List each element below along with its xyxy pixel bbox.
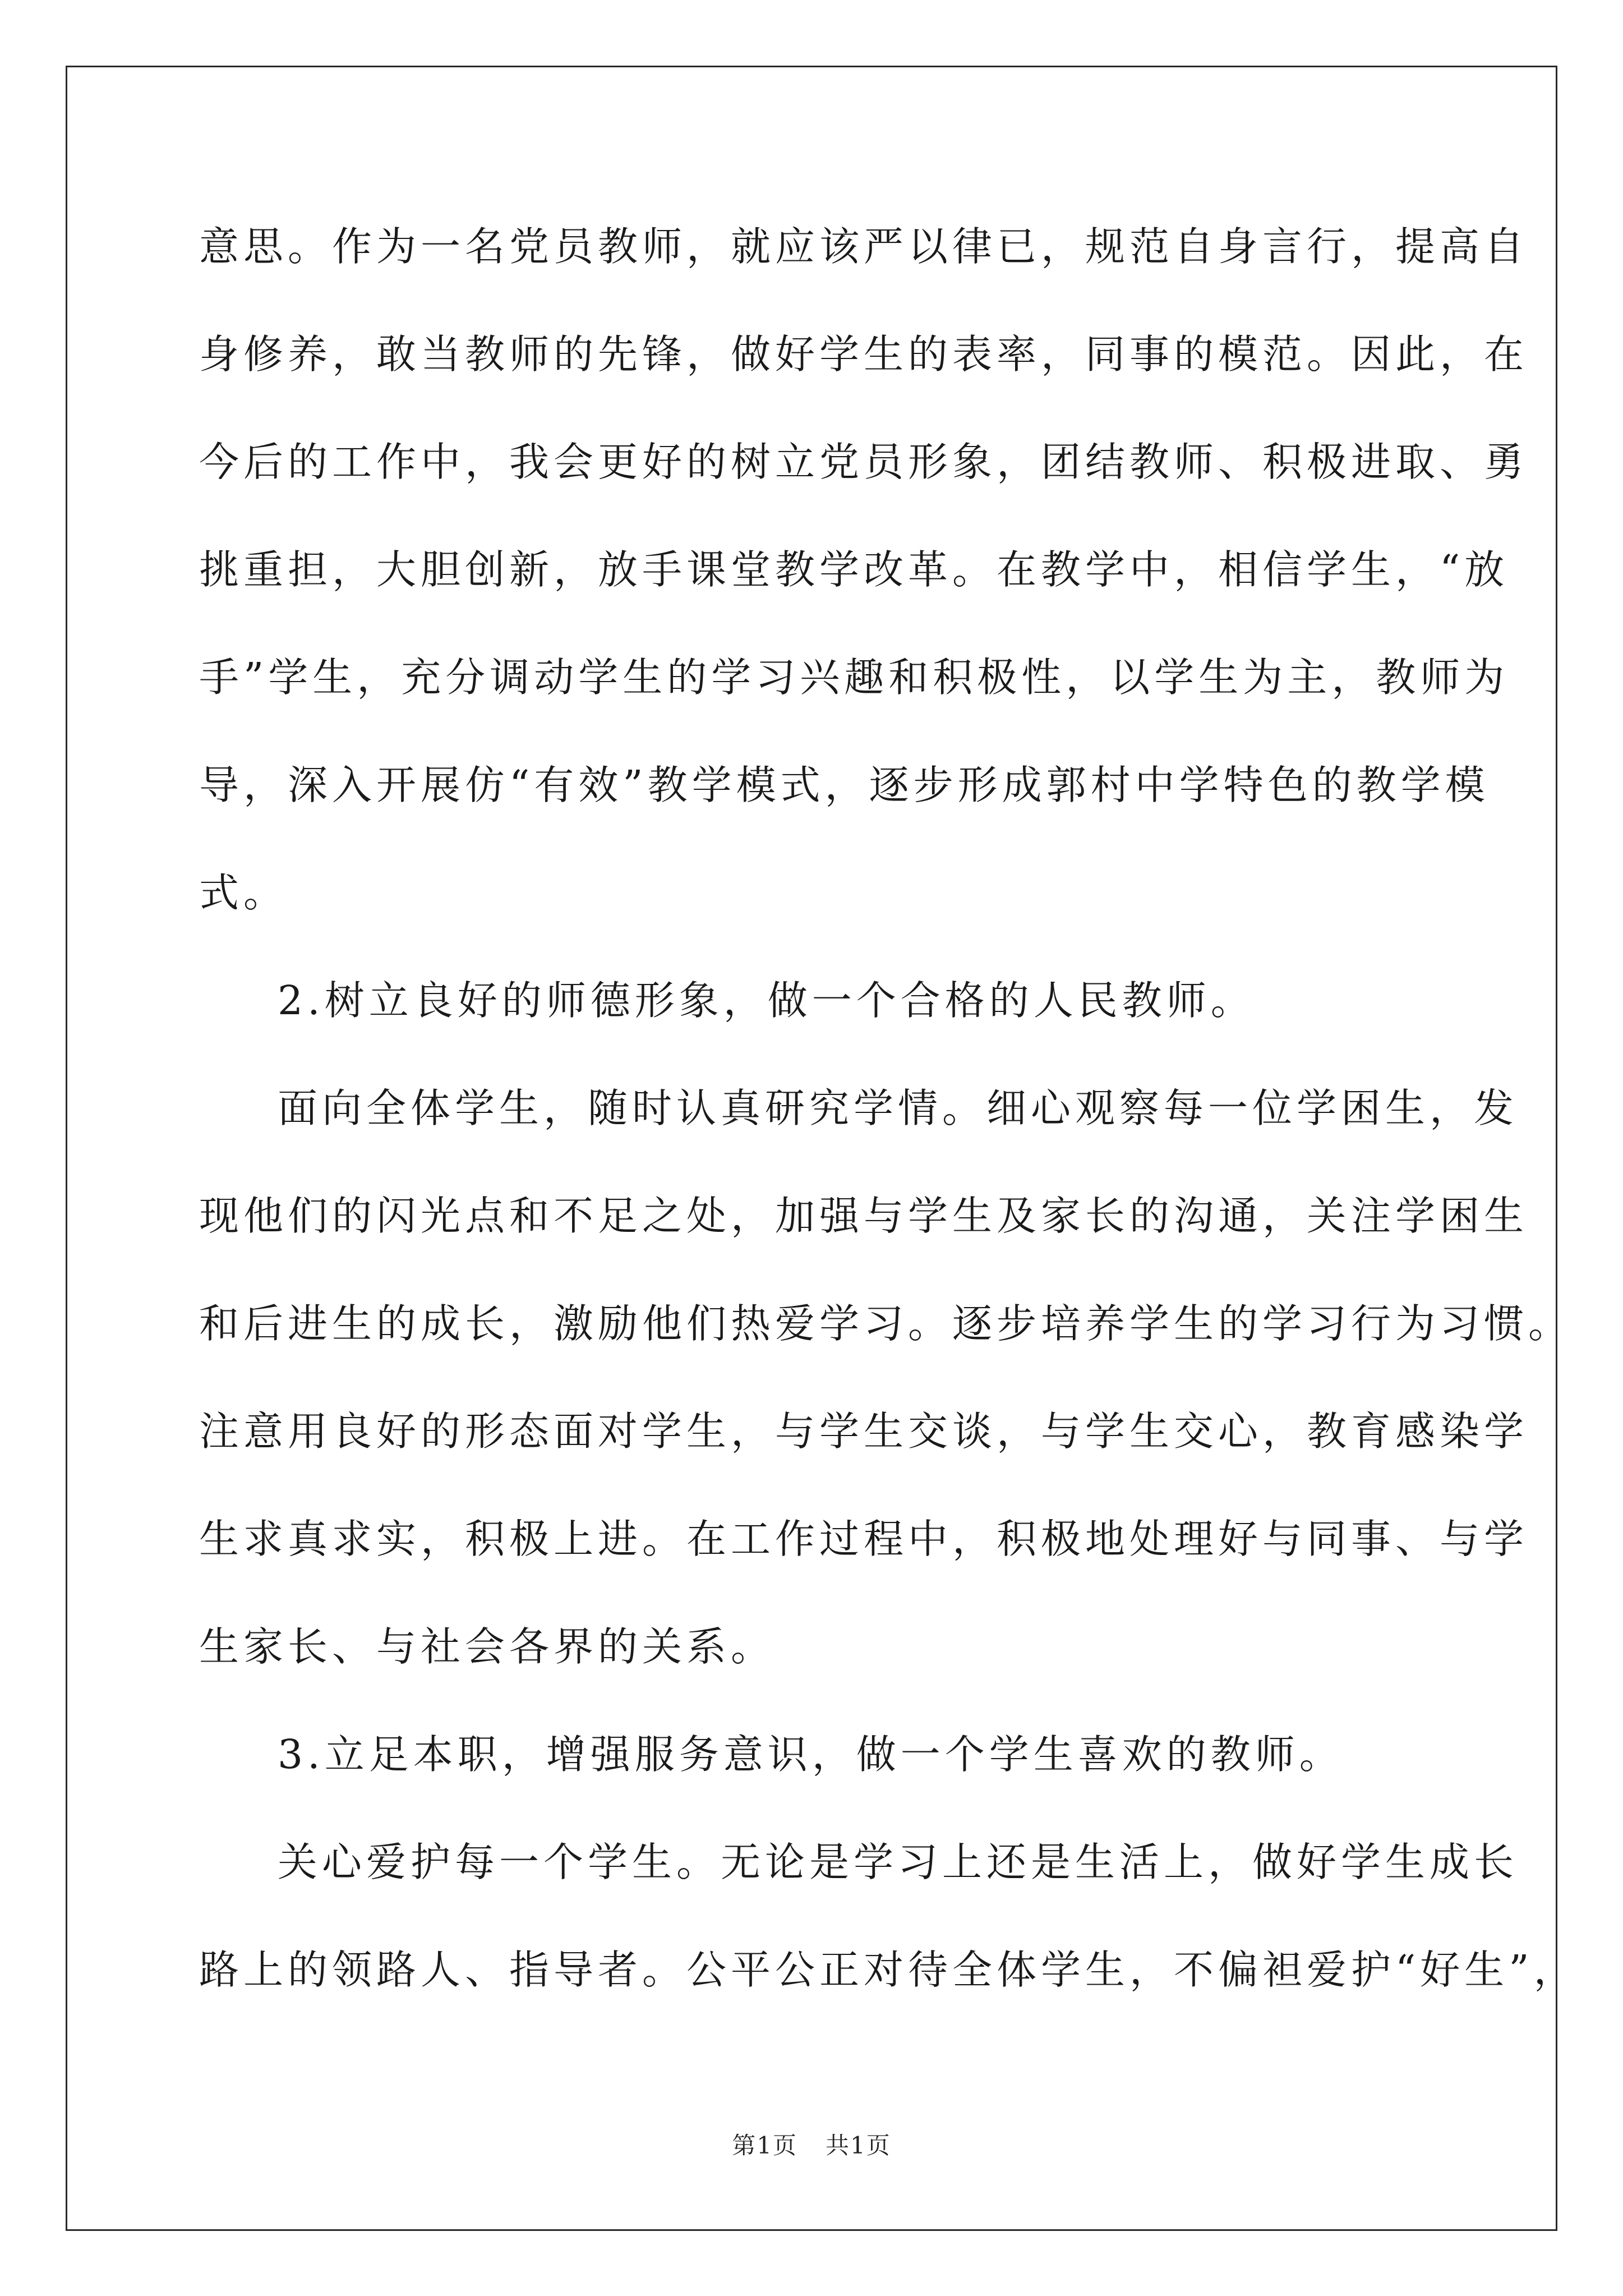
- text-line: 关心爱护每一个学生。无论是学习上还是生活上，做好学生成长: [278, 1839, 1519, 1885]
- section-heading: 3.立足本职，增强服务意识，做一个学生喜欢的教师。: [278, 1731, 1344, 1778]
- text-line: 现他们的闪光点和不足之处，加强与学生及家长的沟通，关注学困生: [199, 1193, 1529, 1239]
- page-number-current: 第1页: [732, 2132, 797, 2159]
- text-line: 路上的领路人、指导者。公平公正对待全体学生，不偏袒爱护“好生”，: [199, 1947, 1578, 1993]
- page-border: [66, 66, 1557, 2231]
- section-heading: 2.树立良好的师德形象，做一个合格的人民教师。: [278, 977, 1255, 1024]
- text-line: 今后的工作中，我会更好的树立党员形象，团结教师、积极进取、勇: [199, 439, 1529, 485]
- text-line: 生家长、与社会各界的关系。: [199, 1623, 776, 1670]
- text-line: 意思。作为一名党员教师，就应该严以律已，规范自身言行，提高自: [199, 223, 1529, 270]
- text-line: 手”学生，充分调动学生的学习兴趣和积极性，以学生为主，教师为: [199, 654, 1509, 701]
- text-line: 注意用良好的形态面对学生，与学生交谈，与学生交心，教育感染学: [199, 1408, 1529, 1455]
- text-line: 挑重担，大胆创新，放手课堂教学改革。在教学中，相信学生，“放: [199, 546, 1509, 593]
- text-line: 式。: [199, 869, 288, 916]
- page-footer: [0, 2129, 1623, 2162]
- text-line: 生求真求实，积极上进。在工作过程中，积极地处理好与同事、与学: [199, 1516, 1529, 1562]
- page-number-total: 共1页: [826, 2132, 891, 2159]
- text-line: 导，深入开展仿“有效”教学模式，逐步形成郭村中学特色的教学模: [199, 762, 1490, 808]
- text-line: 面向全体学生，随时认真研究学情。细心观察每一位学困生，发: [278, 1085, 1519, 1131]
- text-line: 和后进生的成长，激励他们热爱学习。逐步培养学生的学习行为习惯。: [199, 1300, 1573, 1347]
- text-line: 身修养，敢当教师的先锋，做好学生的表率，同事的模范。因此，在: [199, 331, 1529, 378]
